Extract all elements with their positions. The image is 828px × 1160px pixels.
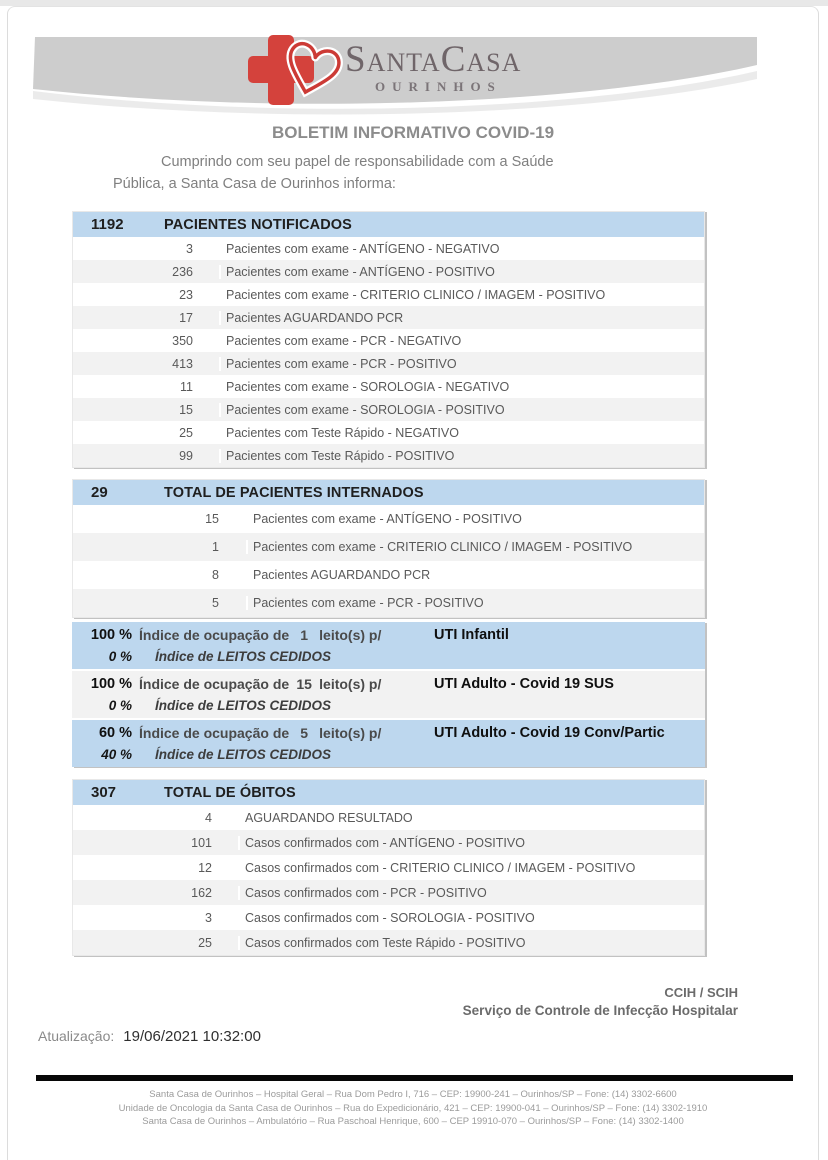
- occupancy-beds: 5: [300, 725, 309, 741]
- table-row: [73, 283, 704, 306]
- ccih-label: CCIH / SCIH: [664, 985, 738, 1000]
- brand-wordmark: [345, 41, 521, 93]
- occupancy-line: [72, 624, 705, 646]
- row-label: Casos confirmados com - CRITERIO CLINICO / IMAGEM - POSITIVO: [238, 861, 704, 875]
- ceded-percent: 0 %: [108, 648, 132, 664]
- update-timestamp: 19/06/2021 10:32:00: [123, 1028, 261, 1045]
- table-row: [73, 237, 704, 260]
- cross-heart-logo-icon: [248, 33, 354, 109]
- row-value: 17: [179, 310, 193, 325]
- occupancy-suffix: leito(s) p/: [319, 627, 382, 643]
- table-body: [73, 505, 704, 617]
- ccih-service-label: Serviço de Controle de Infecção Hospitalar: [462, 1003, 738, 1018]
- table-row: [73, 830, 704, 855]
- brand-letter: C: [440, 39, 467, 80]
- occupancy-label: Índice de ocupação de: [139, 627, 290, 643]
- intro-paragraph: [113, 151, 688, 195]
- row-value: 413: [172, 356, 193, 371]
- row-value: 1: [212, 540, 219, 554]
- ceded-label: Índice de LEITOS CEDIDOS: [155, 648, 332, 664]
- table-header: [73, 780, 704, 805]
- table-row: [73, 533, 704, 561]
- occupancy-unit: UTI Adulto - Covid 19 Conv/Partic: [434, 725, 665, 741]
- row-value: 101: [191, 835, 212, 850]
- occupancy-suffix: leito(s) p/: [319, 676, 382, 692]
- table-header: [73, 480, 704, 505]
- occupancy-beds: 15: [296, 676, 312, 692]
- document-page: [7, 6, 819, 1160]
- occupancy-percent: 60 %: [98, 725, 132, 741]
- row-value: 350: [172, 333, 193, 348]
- row-label: Pacientes com exame - ANTÍGENO - NEGATIVO: [219, 242, 704, 256]
- row-value: 25: [179, 425, 193, 440]
- address-line: Unidade de Oncologia da Santa Casa de Ourinhos – Rua do Expedicionário, 421 – CEP: 19900-041 – Ourinhos/SP – Fone: (14) 3302-1910: [118, 1102, 708, 1114]
- row-value: 162: [191, 885, 212, 900]
- brand-letters: ASA: [466, 48, 522, 77]
- table-pacientes-internados: [72, 479, 705, 618]
- row-label: Pacientes AGUARDANDO PCR: [246, 568, 704, 582]
- row-label: Pacientes com exame - ANTÍGENO - POSITIVO: [219, 265, 704, 279]
- row-label: Pacientes com exame - CRITERIO CLINICO / IMAGEM - POSITIVO: [219, 288, 704, 302]
- brand-letters: ANTA: [366, 48, 441, 77]
- table-row: [73, 398, 704, 421]
- occupancy-unit: UTI Infantil: [434, 627, 509, 643]
- ceded-percent: 0 %: [108, 697, 132, 713]
- table-title: PACIENTES NOTIFICADOS: [164, 216, 352, 233]
- table-row: [73, 375, 704, 398]
- ceded-line: [72, 695, 705, 715]
- table-row: [73, 589, 704, 617]
- table-row: [73, 905, 704, 930]
- occupancy-line: [72, 722, 705, 744]
- row-value: 3: [186, 241, 193, 256]
- occupancy-label: Índice de ocupação de: [139, 725, 290, 741]
- ceded-label: Índice de LEITOS CEDIDOS: [155, 697, 332, 713]
- occupancy-block-uti-adulto-conv: [72, 720, 705, 767]
- table-title: TOTAL DE ÓBITOS: [164, 784, 296, 801]
- table-row: [73, 930, 704, 955]
- brand-letter: S: [345, 39, 367, 80]
- document-header: [8, 7, 818, 113]
- row-value: 8: [212, 568, 219, 582]
- occupancy-label: Índice de ocupação de: [139, 676, 290, 692]
- occupancy-percent: 100 %: [90, 627, 132, 643]
- row-value: 236: [172, 264, 193, 279]
- table-body: [73, 237, 704, 467]
- row-value: 15: [179, 402, 193, 417]
- row-label: Pacientes com exame - ANTÍGENO - POSITIVO: [246, 512, 704, 526]
- table-total: 1192: [91, 216, 124, 233]
- ccih-signature: [8, 984, 738, 1020]
- row-label: Pacientes com Teste Rápido - NEGATIVO: [219, 426, 704, 440]
- row-value: 23: [179, 287, 193, 302]
- occupancy-percent: 100 %: [90, 676, 132, 692]
- row-value: 4: [205, 810, 212, 825]
- brand-city: OURINHOS: [375, 79, 502, 94]
- occupancy-line: [72, 673, 705, 695]
- intro-line-2: Pública, a Santa Casa de Ourinhos informa:: [113, 176, 396, 192]
- footer-addresses: [8, 1088, 818, 1129]
- table-row: [73, 260, 704, 283]
- footer-divider-bar: [36, 1075, 793, 1081]
- table-row: [73, 306, 704, 329]
- page-title: BOLETIM INFORMATIVO COVID-19: [271, 123, 555, 142]
- table-body: [73, 805, 704, 955]
- table-total-obitos: [72, 779, 705, 956]
- ceded-line: [72, 744, 705, 764]
- table-pacientes-notificados: [72, 211, 705, 468]
- table-row: [73, 855, 704, 880]
- ceded-line: [72, 646, 705, 666]
- row-label: Pacientes AGUARDANDO PCR: [219, 311, 704, 325]
- row-value: 25: [198, 935, 212, 950]
- row-label: Pacientes com exame - SOROLOGIA - NEGATIVO: [219, 380, 704, 394]
- table-row: [73, 329, 704, 352]
- occupancy-block-uti-adulto-sus: [72, 671, 705, 718]
- table-title: TOTAL DE PACIENTES INTERNADOS: [164, 484, 424, 501]
- row-label: Pacientes com exame - CRITERIO CLINICO / IMAGEM - POSITIVO: [246, 540, 704, 554]
- address-line: Santa Casa de Ourinhos – Hospital Geral – Rua Dom Pedro I, 716 – CEP: 19900-241 – Ourinhos/SP – Fone: (14) 3302-6600: [149, 1089, 677, 1100]
- ceded-label: Índice de LEITOS CEDIDOS: [155, 746, 332, 762]
- update-line: [38, 1028, 818, 1045]
- table-row: [73, 444, 704, 467]
- row-label: Pacientes com exame - PCR - NEGATIVO: [219, 334, 704, 348]
- row-label: Pacientes com exame - SOROLOGIA - POSITIVO: [219, 403, 704, 417]
- brand-name: [345, 41, 521, 78]
- table-row: [73, 880, 704, 905]
- ceded-percent: 40 %: [101, 746, 132, 762]
- row-label: Pacientes com exame - PCR - POSITIVO: [246, 596, 704, 610]
- row-label: Pacientes com Teste Rápido - POSITIVO: [219, 449, 704, 463]
- table-row: [73, 505, 704, 533]
- table-row: [73, 421, 704, 444]
- occupancy-suffix: leito(s) p/: [319, 725, 382, 741]
- row-value: 99: [179, 448, 193, 463]
- row-label: AGUARDANDO RESULTADO: [238, 811, 704, 825]
- row-label: Casos confirmados com Teste Rápido - POSITIVO: [238, 936, 704, 950]
- row-label: Casos confirmados com - SOROLOGIA - POSITIVO: [238, 911, 704, 925]
- occupancy-block-uti-infantil: [72, 622, 705, 669]
- table-total: 29: [91, 484, 108, 501]
- row-value: 11: [180, 379, 193, 394]
- row-value: 5: [212, 596, 219, 610]
- row-value: 15: [205, 512, 219, 526]
- table-header: [73, 212, 704, 237]
- row-value: 3: [205, 910, 212, 925]
- address-line: Santa Casa de Ourinhos – Ambulatório – Rua Paschoal Henrique, 600 – CEP 19910-070 – Ourinhos/SP – Fone: (14) 3302-1400: [142, 1116, 684, 1127]
- occupancy-section: [72, 622, 705, 767]
- row-label: Casos confirmados com - PCR - POSITIVO: [238, 886, 704, 900]
- table-row: [73, 561, 704, 589]
- occupancy-unit: UTI Adulto - Covid 19 SUS: [434, 676, 614, 692]
- table-row: [73, 352, 704, 375]
- intro-line-1: Cumprindo com seu papel de responsabilidade com a Saúde: [161, 154, 554, 170]
- row-label: Casos confirmados com - ANTÍGENO - POSITIVO: [238, 836, 704, 850]
- occupancy-beds: 1: [300, 627, 309, 643]
- row-label: Pacientes com exame - PCR - POSITIVO: [219, 357, 704, 371]
- table-row: [73, 805, 704, 830]
- table-total: 307: [91, 784, 117, 801]
- update-label: Atualização:: [38, 1028, 115, 1044]
- row-value: 12: [198, 860, 212, 875]
